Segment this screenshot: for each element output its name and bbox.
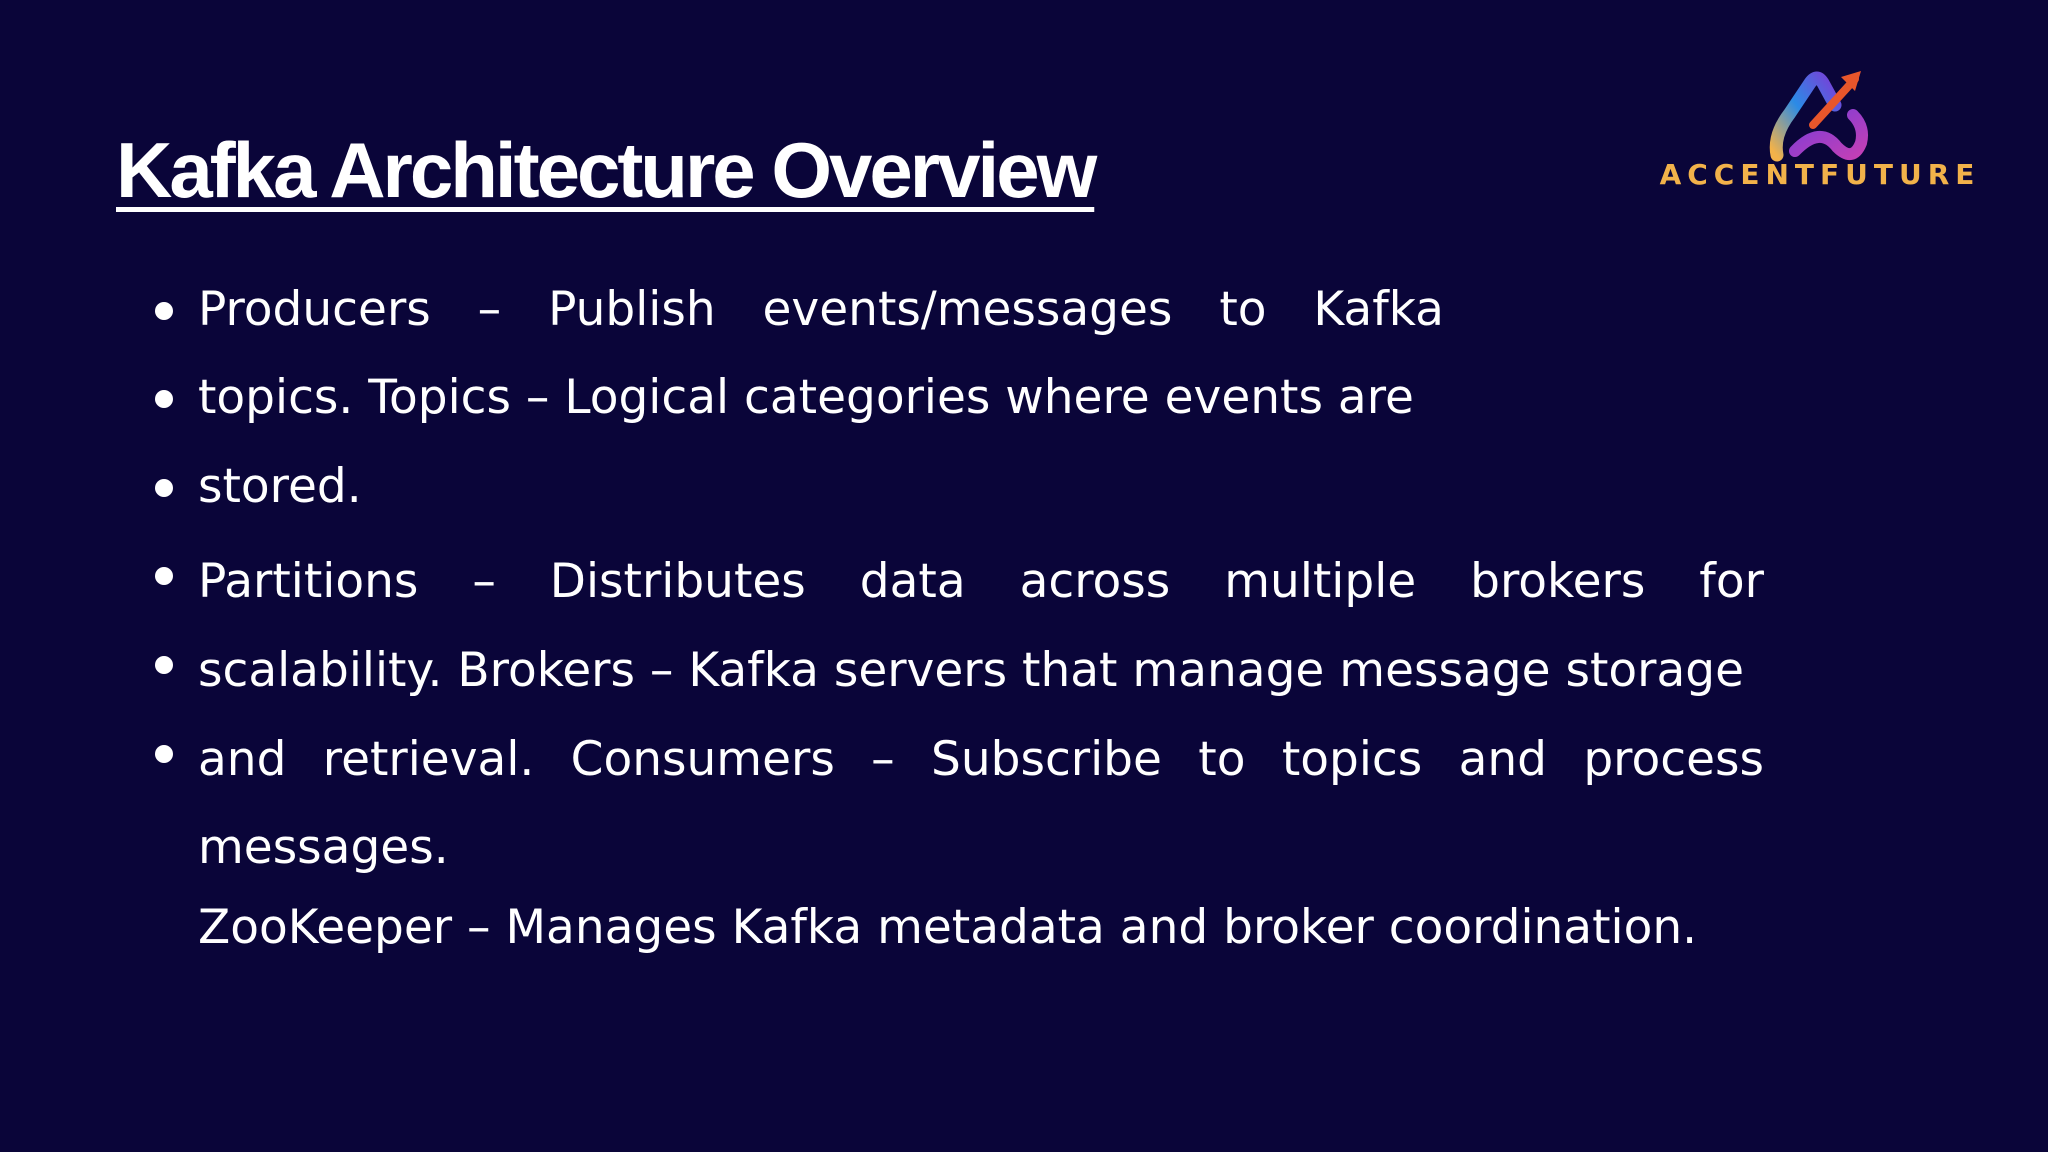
bullet-line-3: stored. — [198, 459, 362, 514]
bullet-dot — [155, 479, 173, 497]
bullet-line-8: ZooKeeper – Manages Kafka metadata and broker coordination. — [198, 900, 1698, 955]
bullet-dot — [155, 745, 173, 763]
line-word: to — [1198, 732, 1246, 787]
line-word: brokers — [1470, 554, 1646, 609]
line-word: and — [198, 732, 287, 787]
line-word: Subscribe — [931, 732, 1162, 787]
line-word: topics — [1281, 732, 1423, 787]
stylized-a-arrow-icon — [1765, 65, 1875, 165]
line-word: for — [1699, 554, 1764, 609]
bullet-dot — [155, 390, 173, 408]
line-word: events/messages — [762, 282, 1173, 337]
line-word: process — [1583, 732, 1764, 787]
slide-title: Kafka Architecture Overview — [116, 126, 1095, 214]
line-word: across — [1019, 554, 1171, 609]
brand-logo — [1650, 60, 1990, 200]
line-word: Consumers — [570, 732, 835, 787]
line-word: – — [477, 282, 502, 337]
bullet-line-2: topics. Topics – Logical categories where events are — [198, 370, 1414, 425]
line-word: – — [871, 732, 895, 787]
line-word: Distributes — [549, 554, 806, 609]
bullet-dot — [155, 656, 173, 674]
bullet-line-5: scalability. Brokers – Kafka servers that manage message storage — [198, 643, 1744, 698]
line-word: Kafka — [1313, 282, 1444, 337]
bullet-line-1 — [198, 280, 1444, 340]
logo-text: ACCENTFUTURE — [1659, 158, 1981, 191]
line-word: to — [1219, 282, 1267, 337]
bullet-dot — [155, 302, 173, 320]
line-word: data — [859, 554, 966, 609]
line-word: Producers — [198, 282, 431, 337]
line-word: – — [472, 554, 496, 609]
line-word: multiple — [1224, 554, 1417, 609]
bullet-line-6 — [198, 730, 1764, 790]
bullet-dot — [155, 567, 173, 585]
line-word: and — [1458, 732, 1547, 787]
bullet-line-4 — [198, 552, 1764, 612]
line-word: Publish — [548, 282, 716, 337]
line-word: retrieval. — [322, 732, 535, 787]
bullet-line-7: messages. — [198, 820, 449, 875]
line-word: Partitions — [198, 554, 419, 609]
